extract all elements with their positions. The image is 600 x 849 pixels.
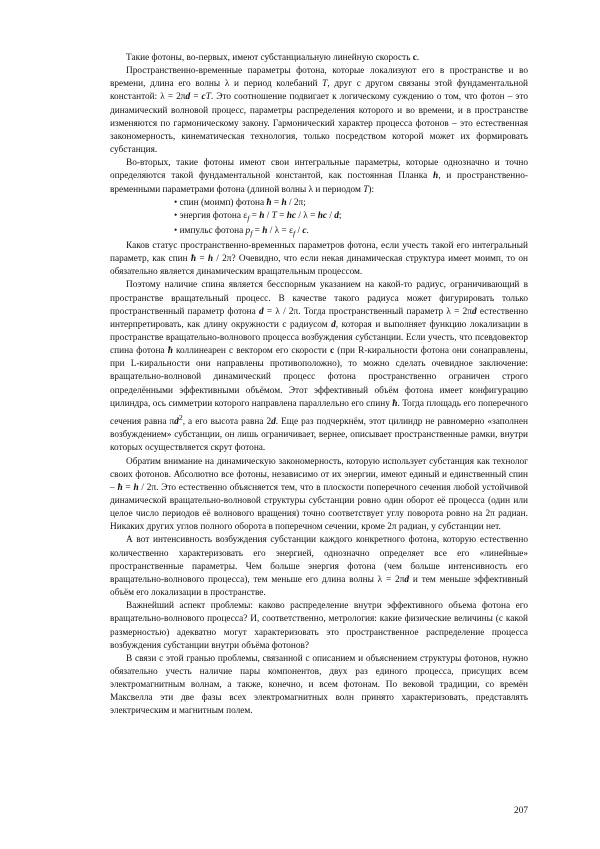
paragraph-7: А вот интенсивность возбуждения субстанции каждого конкретного фотона, которую естественно количественно характеризовать его энергией, однозначно определяет все его «линейные» пространственные параметры. Чем больше энергия фотона (чем больше интенсивность его вращательно-волнового процесса), тем меньше его длина волны λ = 2πd и тем меньше эффективный объём его локализации в пространстве. [110, 535, 528, 599]
bullet-item-spin: • спин (моимп) фотона ћ = h / 2π; [174, 197, 306, 208]
page-number: 207 [514, 806, 528, 816]
paragraph-2: Пространственно-временные параметры фотона, которые локализуют его в пространстве и во времени, длина его волны λ и период колебаний T, друг с другом связаны этой фундаментальной константой: λ = 2πd = cT. Это соотношение подвигает к логическому суждению о том, что фотон – это динамический волновой процесс, параметры распределения которого и во времени, и в пространстве изменяются по гармоническому закону. Гармонический характер процесса фотонов – это естественная закономерность, кинематическая технология, только посредством которой может их формировать субстанция. [110, 66, 528, 156]
paragraph-3: Во-вторых, такие фотоны имеют свои интегральные параметры, которые однозначно и точно определяются такой фундаментальной константой, как постоянная Планка h, и пространственно-временными параметрами фотона (длиной волны λ и периодом T): [110, 158, 528, 195]
bullet-item-energy: • энергия фотона $\varepsilon_f = h / T$ = hc / λ = hc / d; [174, 210, 342, 223]
paragraph-9: В связи с этой гранью проблемы, связанной с описанием и объяснением структуры фотонов, нужно обязательно учесть наличие пары компонентов, двух раз единого процесса, присущих всем электромагнитным волнам, а также, конечно, и всем фотонам. По вековой традиции, со времён Максвелла эти две фазы всех электромагнитных волн принято характеризовать, представлять электрическим и магнитным полем. [110, 653, 528, 717]
paragraph-4: Каков статус пространственно-временных параметров фотона, если учесть такой его интегральный параметр, как спин ћ = h / 2π? Очевидно, что если некая динамическая структура имеет моимп, то он обязательно является динамическим вращательным процессом. [110, 240, 528, 278]
paragraph-8: Важнейший аспект проблемы: каково распределение внутри эффективного объема фотона его вращательно-волнового процесса? И, соответственно, метрология: какие физические величины (с какой размерностью) адекватно могут характеризовать это пространственное распределение процесса возбуждения субстанции внутри объёма фотонов? [110, 601, 528, 651]
paragraph-5: Поэтому наличие спина является бесспорным указанием на какой-то радиус, ограничивающий в пространстве вращательный процесс. В качестве такого радиуса может фигурировать только пространственный параметр фотона d = λ / 2π. Тогда пространственный параметр λ = 2πd естественно интерпретировать, как длину окружности с радиусом d, которая и выполняет функцию локализации в пространстве вращательно-волнового процесса возбуждения субстанции. Если учесть, что псевдовектор спина фотона ћ коллинеарен с вектором его скорости c (при R-киральности фотона они сонаправлены, при L-киральности они направлены противоположно), то можно сделать очевидное заключение: вращательно-волновой динамический процесс фотона пространственно ограничен строго определёнными эффективными объёмом. Этот эффективный объём фотона имеет конфигурацию цилиндра, ось симметрии которого направлена параллельно его спину ћ. Тогда площадь его поперечного сечения равна $\pi d^2$, а его высота равна 2d. Еще раз подчеркнём, этот цилиндр не равномерно «заполнен возбуждением» субстанции, он лишь ограничивает, вернее, описывает пространственные рамки, внутри которых осуществляется скрут фотона. [110, 280, 529, 454]
document-body [110, 52, 528, 719]
bullet-item-impulse: • импульс фотона $p_f = h / \lambda = \varepsilon_f / c$. [174, 225, 309, 238]
paragraph-1: Такие фотоны, во-первых, имеют субстанциальную линейную скорость c. [126, 53, 420, 63]
paragraph-6: Обратим внимание на динамическую закономерность, которую использует субстанция как технолог своих фотонов. Абсолютно все фотоны, независимо от их энергии, имеют единый и единственный спин – ћ = h / 2π. Это естественно объясняется тем, что в плоскости поперечного сечения любой устойчивой динамической вращательно-волновой структуры субстанции ровно один оборот её процесса (один или целое число периодов её волнового вращения) точно соответствует углу поворота ровно на 2π радиан. Никаких других углов полного оборота в поперечном сечении, кроме 2π радиан, у субстанции нет. [110, 456, 528, 533]
